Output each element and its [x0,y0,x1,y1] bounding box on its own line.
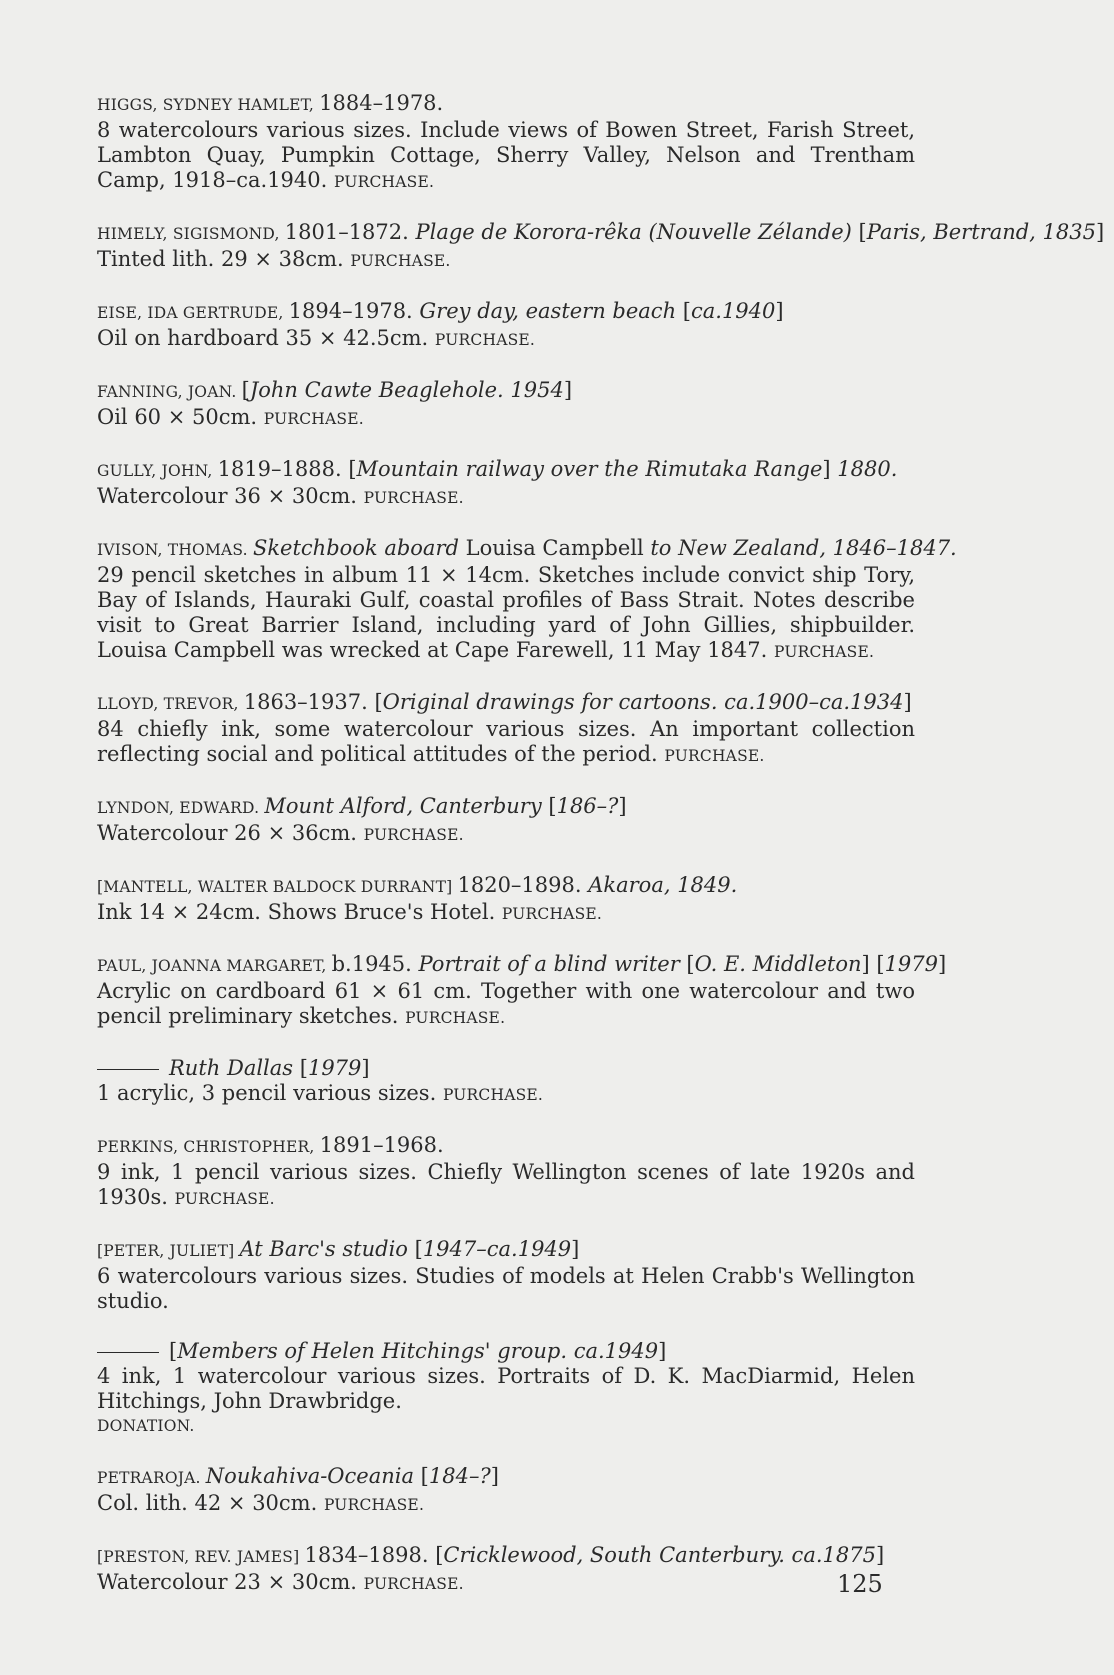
entry-description [97,118,915,195]
catalogue-entry [97,690,915,769]
heading-text: [ [299,1056,308,1080]
catalogue-entry [97,952,947,1031]
work-title: to New Zealand, 1846–1847. [650,536,957,560]
heading-text: ] [563,378,573,402]
heading-text: ] [875,1543,885,1567]
entry-heading [97,378,915,405]
acquisition-tag: PURCHASE. [363,1575,464,1593]
heading-text: [ [858,220,867,244]
heading-text: [ [169,1339,178,1363]
artist-name: LLOYD, TREVOR, [97,695,244,713]
description-text: Watercolour 26 × 36cm. [97,821,364,845]
work-title: Original drawings for cartoons. ca.1900–ca.1934 [382,690,904,714]
artist-name: FANNING, JOAN. [97,383,242,401]
entry-heading [97,91,915,118]
description-text: 84 chiefly ink, some watercolour various sizes. An important collection reflecting social and political attitudes of the period. [97,717,915,766]
catalogue-entry [97,378,915,432]
description-text: Ink 14 × 24cm. Shows Bruce's Hotel. [97,900,502,924]
heading-text: [ [548,794,557,818]
entry-description [97,1364,915,1439]
entry-heading [97,873,915,900]
work-title: 1979 [307,1056,362,1080]
acquisition-tag: PURCHASE. [334,173,435,191]
heading-text: ] [618,794,627,818]
heading-text: [ [241,378,250,402]
entry-description [97,1160,915,1212]
artist-name: LYNDON, EDWARD. [97,799,265,817]
artist-name: EISE, IDA GERTRUDE, [97,304,289,322]
entry-description [97,405,915,432]
acquisition-tag: PURCHASE. [405,1009,506,1027]
page-number: 125 [837,1570,883,1598]
heading-text: ] [490,1464,499,1488]
description-text: Oil 60 × 50cm. [97,405,264,429]
work-title: Noukahiva-Oceania [205,1464,421,1488]
description-text: Tinted lith. 29 × 38cm. [97,247,351,271]
heading-text: ] [1095,220,1105,244]
catalogue-entry [97,1339,915,1439]
entry-heading [97,690,915,717]
artist-name: PETRAROJA. [97,1469,206,1487]
description-text: Acrylic on cardboard 61 × 61 cm. Together with one watercolour and two pencil preliminary sketches. [97,979,915,1028]
heading-text: ] [822,457,838,481]
acquisition-tag: PURCHASE. [363,826,464,844]
entry-description [97,979,915,1031]
entry-heading [97,794,915,821]
catalogue-entry [97,536,957,665]
work-title: 1880. [837,457,898,481]
description-text: Oil on hardboard 35 × 42.5cm. [97,326,435,350]
entry-heading [97,220,1105,247]
heading-text: 1834–1898. [ [304,1543,444,1567]
work-title: 1947–ca.1949 [422,1237,572,1261]
work-title: Paris, Bertrand, 1835 [866,220,1096,244]
description-text: Watercolour 23 × 30cm. [97,1570,364,1594]
heading-text: ] [658,1339,667,1363]
entry-description [97,247,915,274]
acquisition-tag: PURCHASE. [664,747,765,765]
entry-heading [97,1133,915,1160]
acquisition-tag: PURCHASE. [442,1086,544,1104]
heading-text: 1863–1937. [ [243,690,383,714]
work-title: Portrait of a blind writer [418,952,687,976]
acquisition-tag: PURCHASE. [323,1496,425,1514]
catalogue-entry [97,873,915,927]
acquisition-tag: PURCHASE. [263,410,364,428]
work-title: Sketchbook aboard [252,536,466,560]
heading-text: 1801–1872. [284,220,416,244]
work-title: Mount Alford, Canterbury [264,794,549,818]
heading-text: Louisa Campbell [465,536,651,560]
work-title: At Barc's studio [239,1237,415,1261]
heading-text: ] [775,299,784,323]
entry-description [97,1570,915,1597]
entry-description [97,1081,915,1108]
catalogue-entry [97,1133,915,1212]
catalogue-page [97,91,1105,1622]
heading-text: 1820–1898. [457,873,589,897]
description-text: 4 ink, 1 watercolour various sizes. Portraits of D. K. MacDiarmid, Helen Hitchings, John Drawbridge. [97,1364,915,1413]
heading-text: 1819–1888. [ [217,457,357,481]
acquisition-tag: PURCHASE. [501,905,603,923]
entry-description [97,717,915,769]
heading-text: ] [571,1237,580,1261]
heading-text: [ [414,1237,423,1261]
ditto-dash [97,1069,159,1070]
heading-text: ] [361,1056,370,1080]
artist-name: PERKINS, CHRISTOPHER, [97,1138,320,1156]
work-title: Ruth Dallas [169,1056,300,1080]
catalogue-entry [97,1237,915,1314]
catalogue-entry [97,91,915,195]
artist-name: [PRESTON, REV. JAMES] [97,1548,305,1566]
description-text: 8 watercolours various sizes. Include views of Bowen Street, Farish Street, Lambton Quay, Pumpkin Cottage, Sherry Valley, Nelson and Trentham Camp, 1918–ca.1940. [97,118,915,192]
description-text: 29 pencil sketches in album 11 × 14cm. Sketches include convict ship Tory, Bay of Islands, Hauraki Gulf, coastal profiles of Bass Strait. Notes describe visit to Great Barrier Island, including yard of John Gillies, shipbuilder. Louisa Campbell was wrecked at Cape Farewell, 11 May 1847. [97,563,915,662]
entry-heading [97,457,915,484]
entry-description [97,563,915,665]
catalogue-entry [97,220,1105,274]
catalogue-entry [97,1464,915,1518]
artist-name: [PETER, JULIET] [97,1242,240,1260]
entry-heading [97,299,915,326]
description-text: Watercolour 36 × 30cm. [97,484,364,508]
work-title: Grey day, eastern beach [419,299,683,323]
heading-text: [ [686,952,695,976]
entry-description [97,484,915,511]
description-text: 1 acrylic, 3 pencil various sizes. [97,1081,443,1105]
entry-heading [97,1543,915,1570]
entry-description [97,821,915,848]
entry-description [97,326,915,353]
artist-name: [MANTELL, WALTER BALDOCK DURRANT] [97,878,458,896]
artist-name: PAUL, JOANNA MARGARET, [97,957,332,975]
acquisition-tag: PURCHASE. [174,1190,275,1208]
entry-heading [97,952,947,979]
heading-text: ] [903,690,912,714]
entry-description [97,1491,915,1518]
description-text: Col. lith. 42 × 30cm. [97,1491,324,1515]
work-title: Plage de Korora-rêka (Nouvelle Zélande) [415,220,859,244]
entry-heading [97,1237,915,1264]
acquisition-tag: PURCHASE. [773,643,875,661]
entry-heading [97,1056,915,1081]
catalogue-entry [97,1056,915,1108]
work-title: 184–? [428,1464,491,1488]
entry-description [97,1264,915,1314]
catalogue-entry [97,299,915,353]
artist-name: HIGGS, SYDNEY HAMLET, [97,96,320,114]
work-title: Members of Helen Hitchings' group. ca.1949 [177,1339,659,1363]
description-text: 6 watercolours various sizes. Studies of models at Helen Crabb's Wellington studio. [97,1264,915,1313]
heading-text: 1894–1978. [288,299,420,323]
artist-name: IVISON, THOMAS. [97,541,253,559]
heading-text: ] [ [861,952,885,976]
work-title: John Cawte Beaglehole. 1954 [249,378,564,402]
acquisition-tag: DONATION. [97,1417,195,1435]
work-title: 186–? [556,794,619,818]
heading-text: [ [682,299,691,323]
catalogue-entry [97,1543,915,1597]
artist-name: GULLY, JOHN, [97,462,218,480]
heading-text: [ [420,1464,429,1488]
acquisition-tag: PURCHASE. [434,331,536,349]
acquisition-tag: PURCHASE. [363,489,464,507]
work-title: 1979 [884,952,939,976]
acquisition-tag: PURCHASE. [350,252,451,270]
heading-text: 1884–1978. [319,91,444,115]
entry-heading [97,1464,915,1491]
entry-heading [97,536,957,563]
work-title: Mountain railway over the Rimutaka Range [356,457,823,481]
catalogue-entry [97,794,915,848]
heading-text: ] [938,952,947,976]
work-title: ca.1940 [690,299,776,323]
ditto-dash [97,1352,159,1353]
description-text: 9 ink, 1 pencil various sizes. Chiefly Wellington scenes of late 1920s and 1930s. [97,1160,915,1209]
heading-text: b.1945. [331,952,419,976]
heading-text: 1891–1968. [319,1133,444,1157]
work-title: Akaroa, 1849. [588,873,738,897]
work-title: Cricklewood, South Canterbury. ca.1875 [443,1543,876,1567]
catalogue-entry [97,457,915,511]
artist-name: HIMELY, SIGISMOND, [97,225,285,243]
entry-description [97,900,915,927]
entry-heading [97,1339,915,1364]
work-title: O. E. Middleton [694,952,862,976]
